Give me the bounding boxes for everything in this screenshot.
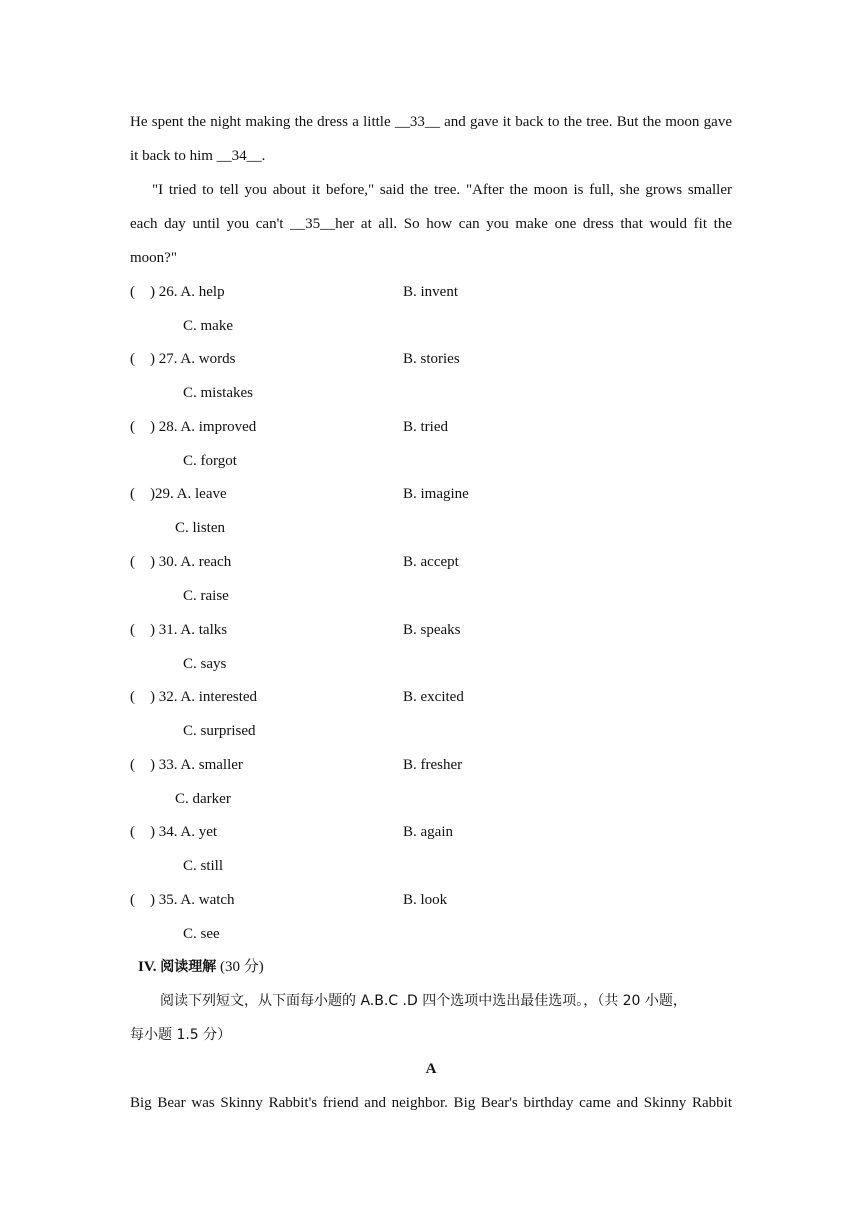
question-stem: ( ) 28. A. improved bbox=[130, 419, 257, 435]
passage-line: He spent the night making the dress a little __33__ and gave it back to the tree. But the moon gave bbox=[130, 114, 732, 130]
section-number: IV. bbox=[138, 959, 157, 975]
option-b: B. again bbox=[403, 824, 453, 840]
passage-line: Big Bear was Skinny Rabbit's friend and neighbor. Big Bear's birthday came and Skinny Rabbit bbox=[130, 1095, 732, 1111]
option-c: C. surprised bbox=[183, 723, 256, 739]
option-b: B. excited bbox=[403, 689, 464, 705]
section-heading bbox=[138, 958, 264, 976]
question-stem: ( ) 27. A. words bbox=[130, 351, 236, 367]
option-b: B. speaks bbox=[403, 622, 461, 638]
option-b: B. stories bbox=[403, 351, 460, 367]
question-stem: ( ) 31. A. talks bbox=[130, 622, 228, 638]
instruction-line: 阅读下列短文，从下面每小题的 A.B.C .D 四个选项中选出最佳选项。，（共 20 小题， bbox=[160, 993, 687, 1009]
option-c: C. forgot bbox=[183, 453, 237, 469]
section-title: 阅读理解 bbox=[160, 959, 217, 975]
question-stem: ( ) 34. A. yet bbox=[130, 824, 218, 840]
option-c: C. see bbox=[183, 926, 220, 942]
passage-line: each day until you can't __35__her at all. So how can you make one dress that would fit the bbox=[130, 216, 732, 232]
question-stem: ( ) 32. A. interested bbox=[130, 689, 258, 705]
option-c: C. still bbox=[183, 858, 224, 874]
question-stem: ( ) 30. A. reach bbox=[130, 554, 232, 570]
option-b: B. tried bbox=[403, 419, 448, 435]
option-b: B. imagine bbox=[403, 486, 469, 502]
question-stem: ( ) 26. A. help bbox=[130, 284, 225, 300]
option-c: C. make bbox=[183, 318, 233, 334]
option-b: B. fresher bbox=[403, 757, 463, 773]
question-stem: ( ) 35. A. watch bbox=[130, 892, 235, 908]
option-c: C. raise bbox=[183, 588, 229, 604]
option-b: B. look bbox=[403, 892, 448, 908]
option-c: C. darker bbox=[175, 791, 231, 807]
option-c: C. mistakes bbox=[183, 385, 253, 401]
option-b: B. accept bbox=[403, 554, 459, 570]
option-c: C. listen bbox=[175, 520, 226, 536]
section-score: (30 分) bbox=[220, 959, 264, 975]
passage-line: moon?" bbox=[130, 250, 177, 266]
question-stem: ( ) 33. A. smaller bbox=[130, 757, 243, 773]
option-b: B. invent bbox=[403, 284, 458, 300]
passage-line: "I tried to tell you about it before," said the tree. "After the moon is full, she grows smaller bbox=[152, 182, 732, 198]
passage-label: A bbox=[425, 1061, 437, 1077]
instruction-line: 每小题 1.5 分） bbox=[130, 1027, 232, 1043]
passage-line: it back to him __34__. bbox=[130, 148, 266, 164]
option-c: C. says bbox=[183, 656, 227, 672]
question-stem: ( )29. A. leave bbox=[130, 486, 227, 502]
